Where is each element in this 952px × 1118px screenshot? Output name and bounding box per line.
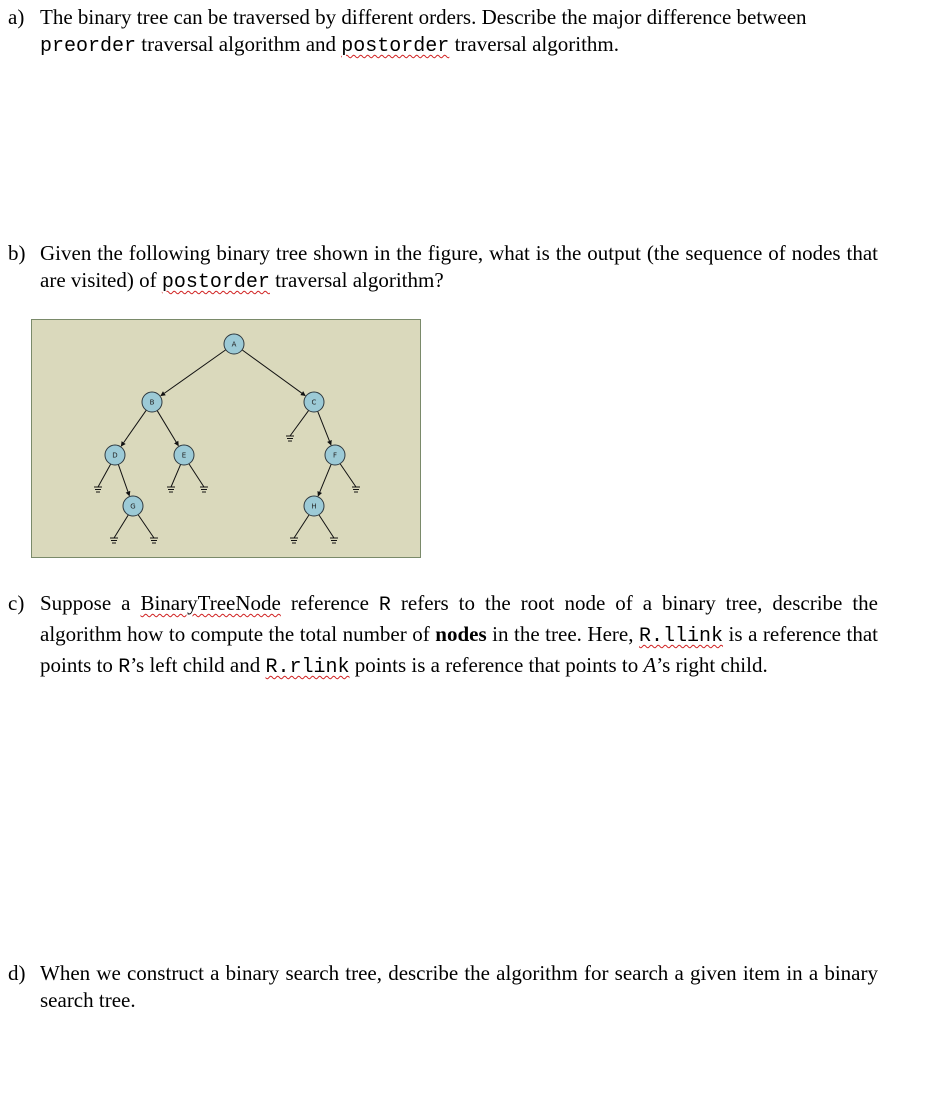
question-d-label: d)	[8, 961, 26, 985]
tree-edge-B-D	[121, 410, 146, 446]
tree-node-label-A: A	[231, 340, 237, 349]
null-pointer-E-1	[167, 464, 181, 492]
tree-node-label-D: D	[112, 451, 118, 460]
question-c	[8, 589, 878, 682]
tree-node-H	[304, 496, 324, 516]
null-pointer-E-2	[189, 464, 208, 492]
tree-edge-B-E	[157, 411, 178, 446]
tree-node-label-F: F	[332, 451, 338, 460]
question-c-t2: reference	[280, 591, 379, 615]
code-rlink: R.rlink	[265, 656, 350, 679]
tree-node-E	[174, 445, 194, 465]
tree-node-B	[142, 392, 162, 412]
question-c-text	[40, 589, 878, 682]
tree-node-G	[123, 496, 143, 516]
question-a-mid: traversal algorithm and	[136, 32, 342, 56]
question-b	[8, 240, 878, 296]
question-a-end: traversal algorithm.	[449, 32, 620, 56]
question-a	[8, 4, 878, 60]
tree-node-F	[325, 445, 345, 465]
italic-a: A	[643, 653, 657, 677]
tree-node-label-H: H	[311, 502, 317, 511]
question-b-end: traversal algorithm?	[269, 268, 444, 292]
tree-edge-F-H	[318, 464, 331, 496]
null-pointer-G-4	[138, 515, 158, 543]
tree-edge-C-F	[318, 411, 331, 444]
class-binarytreenode: BinaryTreeNode	[140, 591, 281, 615]
question-a-line1: The binary tree can be traversed by different orders. Describe the major difference between	[40, 5, 807, 29]
question-d	[8, 960, 878, 1014]
question-d-text: When we construct a binary search tree, describe the algorithm for search a given item in a binary search tree.	[40, 961, 878, 1012]
tree-node-C	[304, 392, 324, 412]
code-postorder-b: postorder	[161, 271, 270, 294]
tree-edge-A-C	[242, 350, 305, 396]
code-postorder: postorder	[341, 35, 450, 58]
question-b-start: Given the following binary tree shown in the figure, what is the output (the sequence of nodes that are visited) of	[40, 241, 878, 292]
tree-edge-A-B	[161, 350, 226, 396]
tree-node-label-G: G	[130, 502, 136, 511]
question-c-t4: in the tree. Here,	[486, 622, 639, 646]
null-pointer-D-0	[94, 464, 111, 492]
question-c-t7: points is a reference that points to	[349, 653, 644, 677]
tree-node-label-C: C	[311, 398, 317, 407]
code-preorder: preorder	[40, 35, 137, 58]
question-c-t8: ’s right child.	[656, 653, 768, 677]
null-pointer-H-7	[290, 515, 309, 543]
question-a-text	[40, 4, 878, 60]
null-pointer-F-6	[340, 464, 360, 492]
binary-tree-diagram	[32, 320, 422, 559]
question-c-label: c)	[8, 591, 25, 615]
question-c-t1: Suppose a	[40, 591, 141, 615]
tree-node-A	[224, 334, 244, 354]
code-llink: R.llink	[639, 625, 724, 648]
question-c-t6: ’s left child and	[130, 653, 266, 677]
null-pointer-H-8	[319, 515, 338, 543]
question-c-t3: refers to the root node of a binary tree, describe the algorithm how to compute the total number of	[40, 591, 878, 646]
null-pointer-G-3	[110, 515, 128, 543]
question-a-label: a)	[8, 5, 25, 29]
tree-node-label-E: E	[181, 451, 187, 460]
question-b-label: b)	[8, 241, 26, 265]
code-r2: R	[118, 656, 131, 679]
bold-nodes: nodes	[435, 622, 487, 646]
tree-node-D	[105, 445, 125, 465]
question-b-text	[40, 240, 878, 296]
tree-node-label-B: B	[149, 398, 155, 407]
question-c-t5: is a reference that points to	[40, 622, 879, 677]
tree-edge-D-G	[118, 464, 129, 495]
null-pointer-C-5	[286, 410, 309, 441]
binary-tree-figure	[31, 319, 421, 558]
code-r: R	[378, 594, 391, 617]
